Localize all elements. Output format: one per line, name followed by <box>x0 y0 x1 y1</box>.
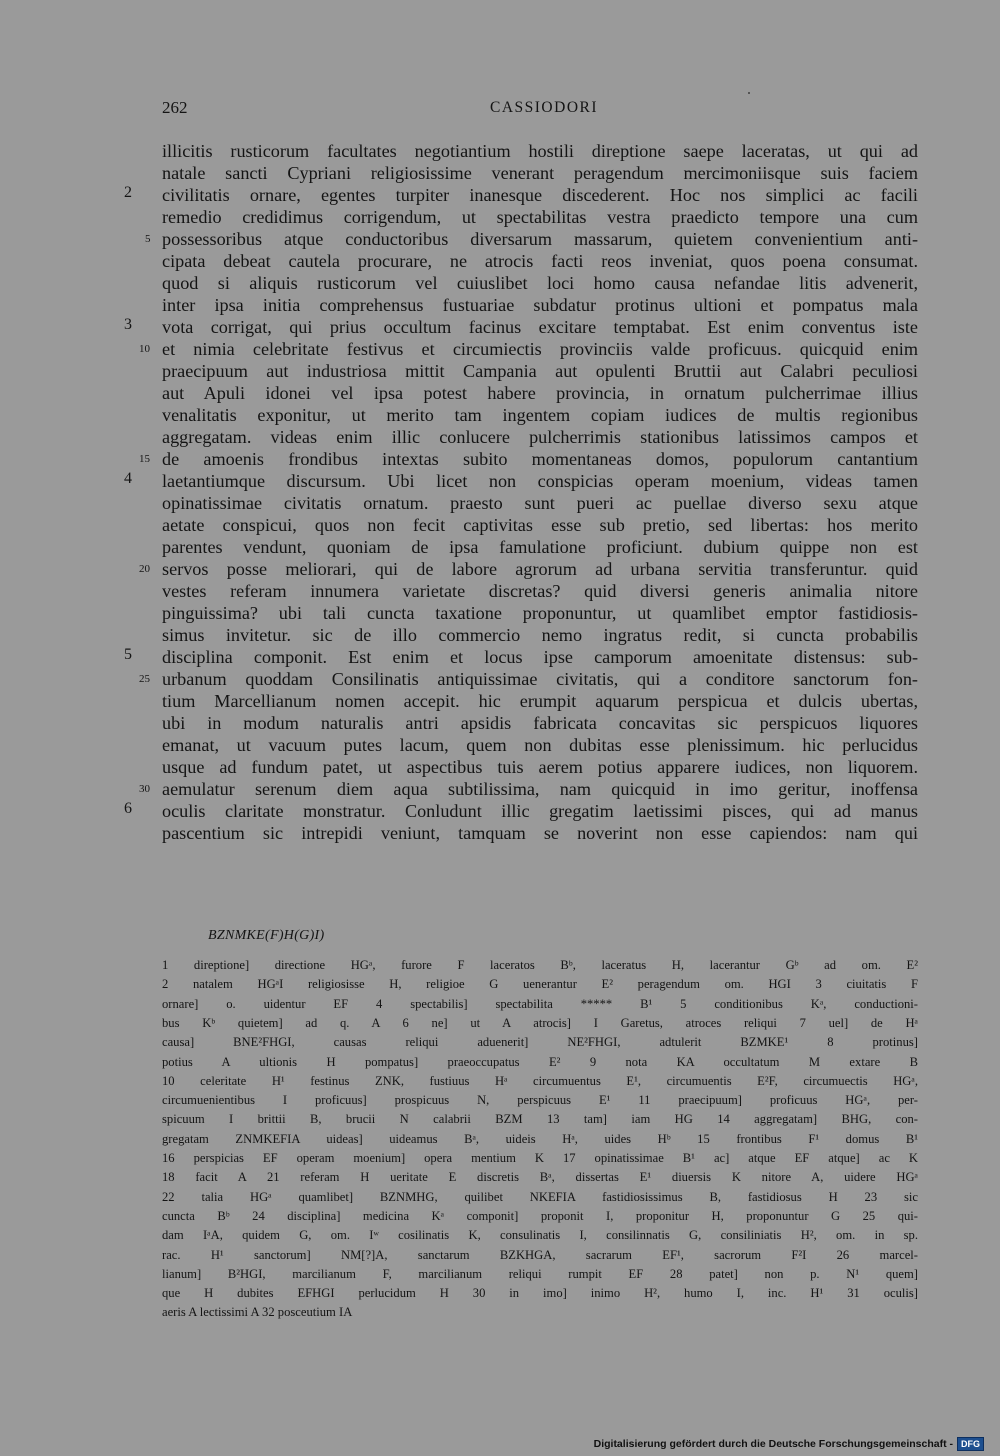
apparatus-line: causa] BNE²FHGI, causas reliqui aduenerit] NE²FHGI, adtulerit BZMKE¹ 8 protinus] <box>162 1035 918 1050</box>
apparatus-line: potius A ultionis H pompatus] praeoccupatus E² 9 nota KA occultatum M extare B <box>162 1054 918 1069</box>
text-line: cipata debeat cautela procurare, ne atrocis facti reos inveniat, quos poena consumat. <box>162 251 918 271</box>
apparatus-line: aeris A lectissimi A 32 posceutium IA <box>162 1305 353 1320</box>
text-line: vota corrigat, qui prius occultum facinus excitare temptabat. Est enim conventus iste <box>162 317 918 337</box>
manuscript-sigla: BZNMKE(F)H(G)I) <box>208 928 325 943</box>
text-line: remedio credidimus corrigendum, ut spectabilitas vestra praedicto tempore una cum <box>162 207 918 227</box>
text-line: tium Marcellianum nomen accepit. hic erumpit aquarum perspicua et dulcis ubertas, <box>162 691 918 711</box>
line-number: 15 <box>139 453 150 465</box>
running-head: CASSIODORI <box>490 99 599 116</box>
text-line: pascentium sic intrepidi veniunt, tamquam se noverint non esse capiendos: nam qui <box>162 823 918 843</box>
text-line: parentes vendunt, quoniam de ipsa famulatione proficiunt. dubium quippe non est <box>162 537 918 557</box>
text-line: inter ipsa initia comprehensus fustuariae subdatur protinus ultioni et pompatus mala <box>162 295 918 315</box>
text-line: opinatissimae civitatis ornatum. praesto sunt pueri ac puellae diverso sexu atque <box>162 493 918 513</box>
line-number: 25 <box>139 673 150 685</box>
section-number: 2 <box>124 184 132 201</box>
line-number: 10 <box>139 343 150 355</box>
dfg-logo: DFG <box>957 1437 984 1451</box>
text-line: aemulatur serenum diem aqua subtilissima, nam quicquid in imo geritur, inoffensa <box>162 779 918 799</box>
footer-credit <box>594 1436 984 1452</box>
page-number: 262 <box>162 98 188 117</box>
apparatus-line: 2 natalem HGᵃI religiosisse H, religioe G uenerantur E² peragendum om. HGI 3 ciuitatis F <box>162 977 918 992</box>
apparatus-line: circumuenientibus I proficuus] prospicuus N, perspicuus E¹ 11 praecipuum] proficuus HGᵃ, per- <box>162 1093 918 1108</box>
apparatus-line: rac. H¹ sanctorum] NM[?]A, sanctarum BZKHGA, sacrarum EF¹, sacrorum F²I 26 marcel- <box>162 1247 918 1262</box>
text-line: et nimia celebritate festivus et circumiectis provinciis valde proficuus. quicquid enim <box>162 339 918 359</box>
text-line: urbanum quoddam Consilinatis antiquissimae civitatis, qui a conditore sanctorum fon- <box>162 669 918 689</box>
text-line: quod si aliquis rusticorum vel cuiuslibet loci homo causa nefandae litis advenerit, <box>162 273 918 293</box>
text-line: pinguissima? ubi tali cuncta taxatione proponuntur, ut quamlibet emptor fastidiosis- <box>162 603 918 623</box>
apparatus-line: dam IᵃA, quidem G, om. Iʷ cosilinatis K, consulinatis I, consilinnatis G, consiliniatis H², om. in sp. <box>162 1228 918 1243</box>
text-line: emanat, ut vacuum putes lacum, quem non dubitas esse plenissimum. hic perlucidus <box>162 735 918 755</box>
apparatus-line: 10 celeritate H¹ festinus ZNK, fustiuus Hᵃ circumuentus E¹, circumuentis E²F, circumuectis HGᵃ, <box>162 1073 918 1088</box>
apparatus-line: lianum] B²HGI, marcilianum F, marcilianum reliqui rumpit EF 28 patet] non p. N¹ quem] <box>162 1266 918 1281</box>
line-number: 20 <box>139 563 150 575</box>
text-line: praecipuum aut industriosa mittit Campania aut opulenti Bruttii aut Calabri peculiosi <box>162 361 918 381</box>
section-number: 3 <box>124 316 132 333</box>
text-line: vestes referam innumera varietate discretas? quid diversi generis animalia nitore <box>162 581 918 601</box>
text-line: disciplina componit. Est enim et locus ipse camporum amoenitate distensus: sub- <box>162 647 918 667</box>
text-line: oculis claritate monstratur. Conludunt illic gregatim laetissimi pisces, qui ad manus <box>162 801 918 821</box>
footer-credit-text: Digitalisierung gefördert durch die Deutsche Forschungsgemeinschaft - <box>593 1438 953 1450</box>
apparatus-line: ornare] o. uidentur EF 4 spectabilis] spectabilita ***** B¹ 5 conditionibus Kᵃ, conductioni- <box>162 996 918 1011</box>
text-line: ubi in modum naturalis antri apsidis fabricata concavitas sic perspicuos liquores <box>162 713 918 733</box>
text-line: natale sancti Cypriani religiosissime venerant peragendum mercimoniisque suis faciem <box>162 163 918 183</box>
apparatus-line: gregatam ZNMKEFIA uideas] uideamus Bᵃ, uideis Hᵃ, uides Hᵇ 15 frontibus F¹ domus B¹ <box>162 1131 918 1146</box>
text-line: venalitatis exponitur, ut merito tam ingentem copiam iudices de multis regionibus <box>162 405 918 425</box>
text-line: aut Apuli idonei vel ipsa potest habere provincia, in ornatum pulcherrimae illius <box>162 383 918 403</box>
text-line: possessoribus atque conductoribus diversarum massarum, quietem convenientium anti- <box>162 229 918 249</box>
text-line: illicitis rusticorum facultates negotiantium hostili direptione saepe laceratas, ut qui ad <box>162 141 918 161</box>
section-number: 6 <box>124 800 132 817</box>
text-line: de amoenis frondibus intextas subito momentaneas domos, populorum cantantium <box>162 449 918 469</box>
text-line: aggregatam. videas enim illic conlucere pulcherrimis stationibus latissimos campos et <box>162 427 918 447</box>
section-number: 5 <box>124 646 132 663</box>
apparatus-line: cuncta Bᵇ 24 disciplina] medicina Kᵃ componit] proponit I, proponitur H, proponuntur G 25 qui- <box>162 1208 918 1223</box>
line-number: 30 <box>139 783 150 795</box>
text-line: civilitatis ornare, egentes turpiter inanesque discederent. Hoc nos simplici ac facili <box>162 185 918 205</box>
apparatus-line: que H dubites EFHGI perlucidum H 30 in imo] inimo H², humo I, inc. H¹ 31 oculis] <box>162 1286 918 1301</box>
apparatus-line: 1 direptione] directione HGᵃ, furore F laceratos Bᵇ, laceratus H, lacerantur Gᵇ ad om. E² <box>162 958 918 972</box>
apparatus-line: bus Kᵇ quietem] ad q. A 6 ne] ut A atrocis] I Garetus, atroces reliqui 7 uel] de Hᵃ <box>162 1015 918 1030</box>
section-number: 4 <box>124 470 132 487</box>
apparatus-line: 18 facit A 21 referam H ueritate E discretis Bᵃ, dissertas E¹ diuersis K nitore A, uidere HGᵃ <box>162 1170 918 1185</box>
apparatus-line: spicuum I brittii B, brucii N calabrii BZM 13 tam] iam HG 14 aggregatam] BHG, con- <box>162 1112 918 1127</box>
line-number: 5 <box>145 233 151 245</box>
text-line: laetantiumque discursum. Ubi licet non conspicias operam moenium, videas tamen <box>162 471 918 491</box>
text-line: usque ad fundum patet, ut aspectibus tuis aerem potius apparere iudices, non liquorem. <box>162 757 918 777</box>
text-line: servos posse meliorari, qui de labore agrorum ad urbana servitia transferuntur. quid <box>162 559 918 579</box>
apparatus-line: 16 perspicias EF operam moenium] opera mentium K 17 opinatissimae B¹ ac] atque EF atque] ac K <box>162 1151 918 1165</box>
scan-speck <box>748 92 750 94</box>
text-line: aetate conspicui, quos non fecit captivitas esse sub pretio, sed libertas: hos merito <box>162 515 918 535</box>
apparatus-line: 22 talia HGᵃ quamlibet] BZNMHG, quilibet NKEFIA fastidiosissimus B, fastidiosus H 23 sic <box>162 1189 918 1204</box>
text-line: simus invitetur. sic de illo commercio nemo ingratus redit, si cuncta probabilis <box>162 625 918 645</box>
